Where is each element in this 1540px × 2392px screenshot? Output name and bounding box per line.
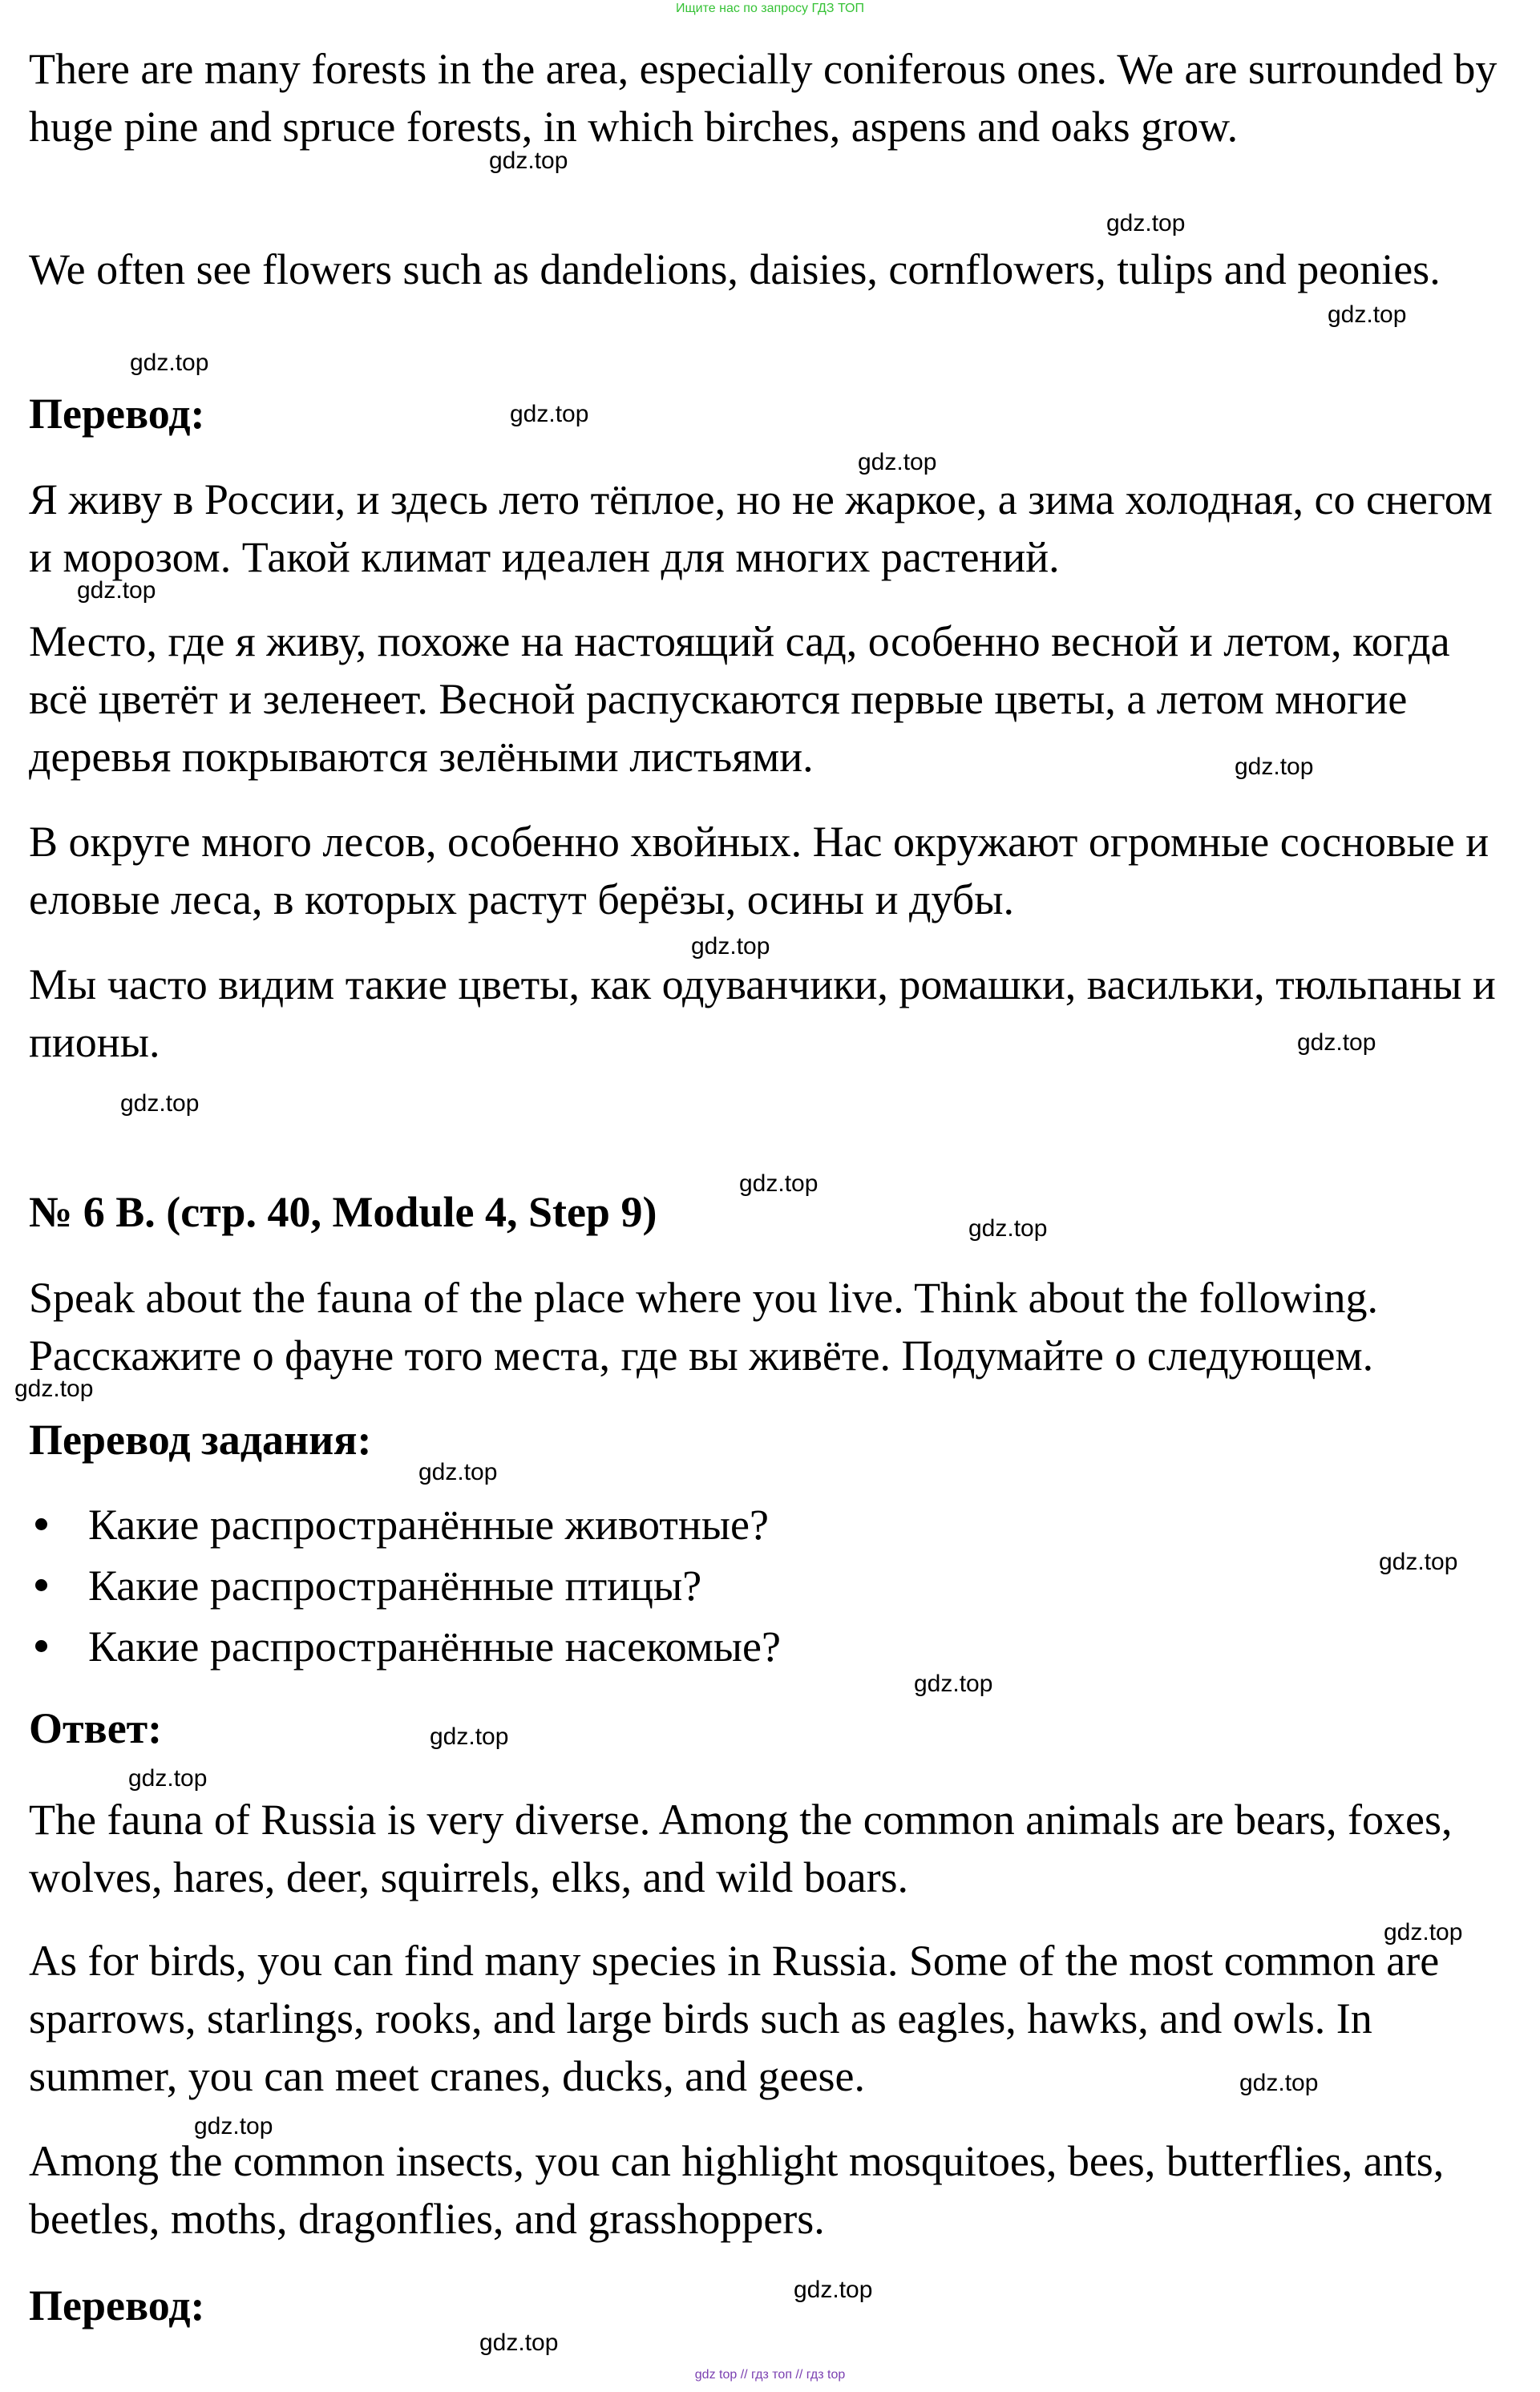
- list-item: [29, 1616, 781, 1677]
- paragraph-garden-ru: Место, где я живу, похоже на настоящий сад, особенно весной и летом, когда всё цветёт и зеленеет. Весной распускаются первые цветы, а летом многие деревья покрываются зелёными листьями.: [29, 617, 1450, 781]
- watermark: gdz.top: [1384, 1919, 1463, 1946]
- watermark: gdz.top: [489, 147, 568, 174]
- watermark: gdz.top: [1328, 301, 1407, 328]
- watermark: gdz.top: [14, 1376, 94, 1402]
- question-animals: Какие распространённые животные?: [88, 1501, 769, 1549]
- task-translation-heading: Перевод задания:: [29, 1416, 372, 1464]
- watermark: gdz.top: [739, 1170, 819, 1197]
- watermark: gdz.top: [128, 1765, 208, 1792]
- watermark: gdz.top: [1235, 754, 1314, 780]
- list-item: [29, 1555, 781, 1616]
- question-birds: Какие распространённые птицы?: [88, 1562, 702, 1610]
- watermark: gdz.top: [77, 577, 156, 604]
- question-list: [29, 1494, 781, 1677]
- watermark: gdz.top: [1297, 1029, 1376, 1056]
- watermark: gdz.top: [120, 1090, 200, 1117]
- paragraph-flowers-en: We often see flowers such as dandelions, daisies, cornflowers, tulips and peonies.: [29, 245, 1441, 293]
- bottom-banner: gdz top // гдз топ // гдз top: [694, 2368, 846, 2382]
- watermark: gdz.top: [1106, 210, 1186, 236]
- watermark: gdz.top: [858, 449, 937, 475]
- paragraph-climate-ru: Я живу в России, и здесь лето тёплое, но не жаркое, а зима холодная, со снегом и морозом. Такой климат идеален для многих растений.: [29, 475, 1493, 581]
- watermark: gdz.top: [1239, 2070, 1319, 2096]
- paragraph-forests-ru: В округе много лесов, особенно хвойных. Нас окружают огромные сосновые и еловые леса, в которых растут берёзы, осины и дубы.: [29, 818, 1489, 923]
- translation-heading: Перевод:: [29, 390, 205, 438]
- watermark: gdz.top: [479, 2329, 559, 2356]
- task-instruction-ru: Расскажите о фауне того места, где вы живёте. Подумайте о следующем.: [29, 1331, 1374, 1380]
- watermark: gdz.top: [794, 2277, 873, 2303]
- paragraph-flowers-ru: Мы часто видим такие цветы, как одуванчики, ромашки, васильки, тюльпаны и пионы.: [29, 960, 1496, 1066]
- top-banner: Ищите нас по запросу ГДЗ ТОП: [676, 2, 864, 15]
- watermark: gdz.top: [1379, 1549, 1458, 1575]
- bullet-icon: [35, 1640, 47, 1652]
- watermark: gdz.top: [430, 1723, 509, 1750]
- watermark: gdz.top: [194, 2113, 273, 2139]
- task-title: № 6 B. (стр. 40, Module 4, Step 9): [29, 1188, 657, 1236]
- watermark: gdz.top: [418, 1459, 498, 1485]
- answer-birds: As for birds, you can find many species in Russia. Some of the most common are sparrows, starlings, rooks, and large birds such as eagles, hawks, and owls. In summer, you can meet cranes, ducks, and geese.: [29, 1937, 1440, 2100]
- translation-heading-2: Перевод:: [29, 2281, 205, 2329]
- answer-animals: The fauna of Russia is very diverse. Among the common animals are bears, foxes, wolves, hares, deer, squirrels, elks, and wild boars.: [29, 1796, 1453, 1901]
- answer-heading: Ответ:: [29, 1704, 163, 1752]
- task-instruction-en: Speak about the fauna of the place where you live. Think about the following.: [29, 1274, 1379, 1322]
- watermark: gdz.top: [691, 933, 770, 960]
- watermark: gdz.top: [130, 350, 209, 376]
- watermark: gdz.top: [914, 1671, 993, 1697]
- watermark: gdz.top: [968, 1215, 1048, 1242]
- paragraph-forests-en: There are many forests in the area, especially coniferous ones. We are surrounded by huge pine and spruce forests, in which birches, aspens and oaks grow.: [29, 45, 1498, 151]
- bullet-icon: [35, 1518, 47, 1530]
- bullet-icon: [35, 1579, 47, 1591]
- watermark: gdz.top: [510, 401, 589, 427]
- answer-insects: Among the common insects, you can highlight mosquitoes, bees, butterflies, ants, beetles, moths, dragonflies, and grasshoppers.: [29, 2137, 1445, 2243]
- question-insects: Какие распространённые насекомые?: [88, 1622, 781, 1671]
- list-item: [29, 1494, 781, 1555]
